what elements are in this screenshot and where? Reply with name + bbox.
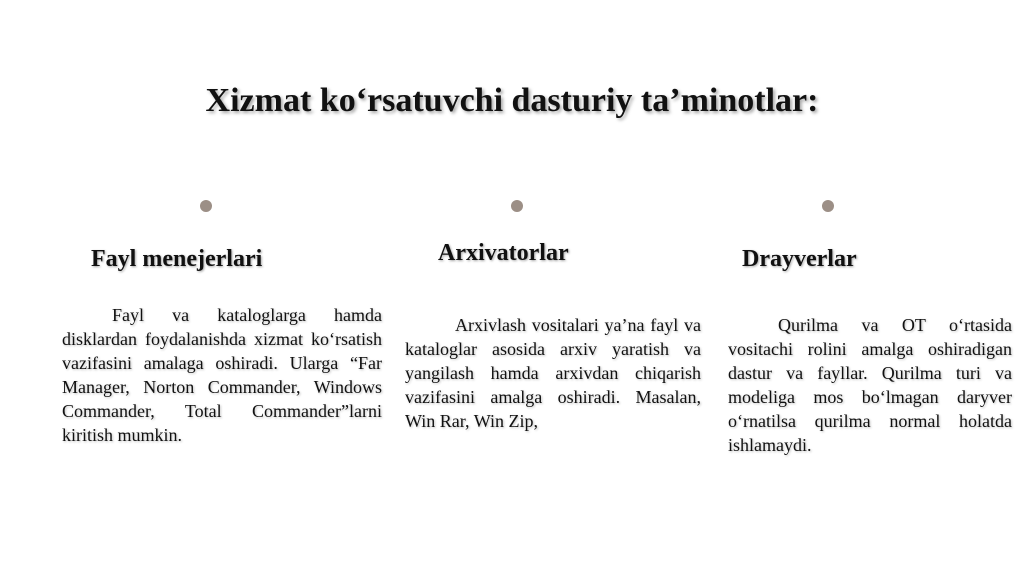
- column-body-file-managers: Fayl va kataloglarga hamda disklardan foydalanishda xizmat ko‘rsatish vazifasini amalaga oshiradi. Ularga “Far Manager, Norton Commander, Windows Commander, Total Commander”larni kiritish mumkin.: [62, 305, 382, 445]
- column-heading-drivers: Drayverlar: [742, 246, 857, 272]
- column-body-drivers: Qurilma va OT o‘rtasida vositachi rolini amalga oshiradigan dastur va fayllar. Qurilma turi va modeliga mos bo‘lmagan daryver o‘rnatilsa qurilma normal holatda ishlamaydi.: [728, 315, 1012, 455]
- bullet-dot-icon: [822, 200, 834, 212]
- bullet-dot-icon: [200, 200, 212, 212]
- column-body-archivers: Arxivlash vositalari ya’na fayl va kataloglar asosida arxiv yaratish va yangilash hamda arxivdan chiqarish vazifasini amalga oshiradi. Masalan, Win Rar, Win Zip,: [405, 315, 701, 431]
- column-heading-file-managers: Fayl menejerlari: [91, 246, 263, 272]
- slide-title: Xizmat ko‘rsatuvchi dasturiy ta’minotlar:: [205, 82, 819, 119]
- bullet-dot-icon: [511, 200, 523, 212]
- column-heading-archivers: Arxivatorlar: [438, 240, 569, 266]
